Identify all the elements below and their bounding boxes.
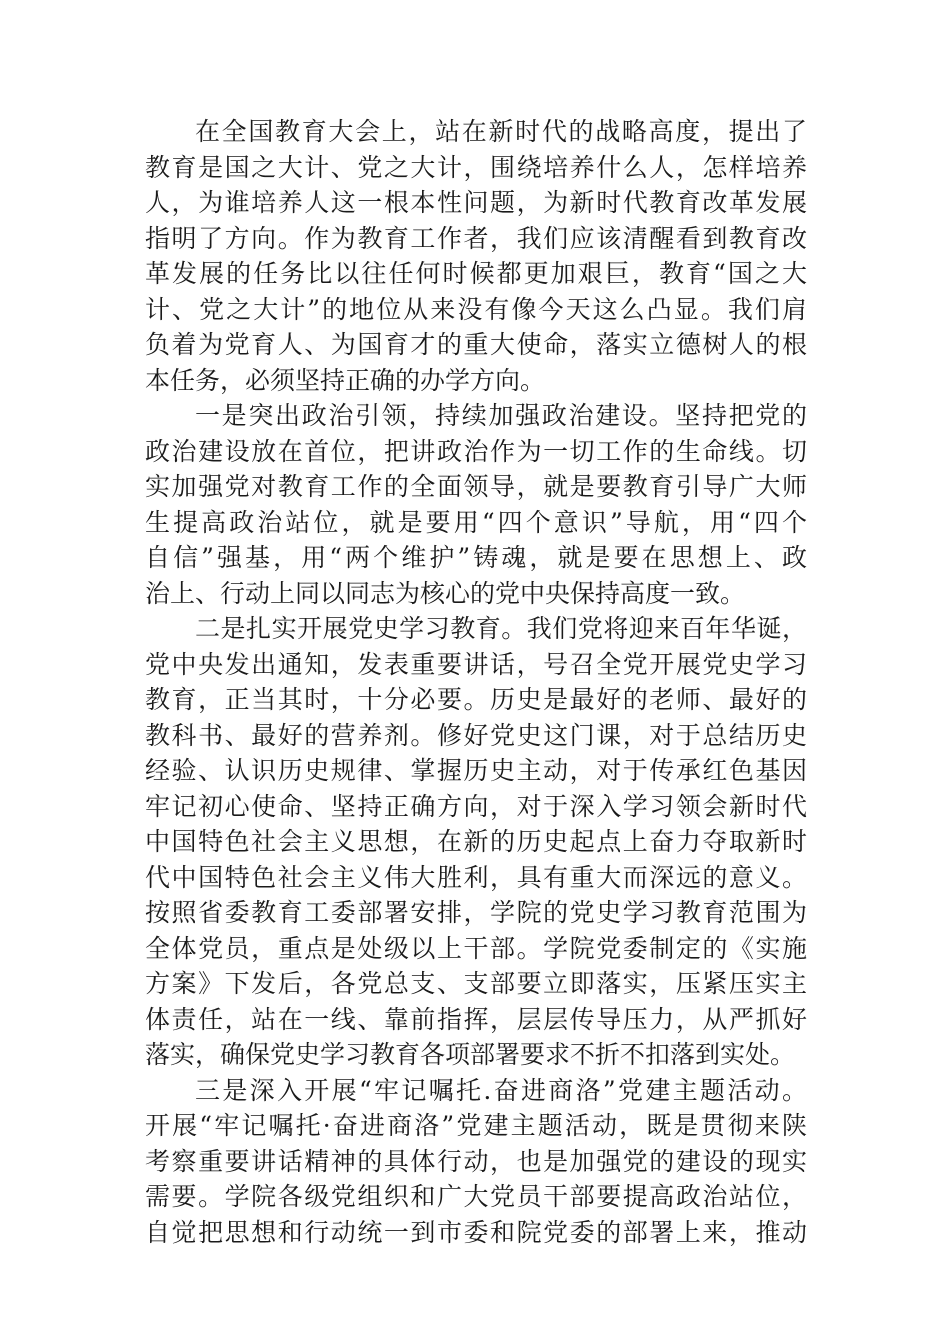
text-line: 考察重要讲话精神的具体行动，也是加强党的建设的现实: [145, 1146, 807, 1176]
text-line: 中国特色社会主义思想，在新的历史起点上奋力夺取新时: [145, 827, 807, 856]
text-line: 教科书、最好的营养剂。修好党史这门课，对于总结历史: [145, 720, 807, 750]
text-line: 按照省委教育工委部署安排，学院的党史学习教育范围为: [145, 898, 807, 927]
text-line: 方案》下发后，各党总支、支部要立即落实，压紧压实主: [145, 969, 807, 998]
text-line: 在全国教育大会上，站在新时代的战略高度，提出了: [195, 117, 807, 146]
text-line: 生提高政治站位，就是要用“四个意识”导航，用“四个: [145, 507, 807, 537]
text-line: 党中央发出通知，发表重要讲话，号召全党开展党史学习: [145, 649, 807, 679]
text-line: 开展“牢记嘱托·奋进商洛”党建主题活动，既是贯彻来陕: [145, 1111, 807, 1140]
text-line: 牢记初心使命、坚持正确方向，对于深入学习领会新时代: [145, 791, 807, 821]
text-line: 全体党员，重点是处级以上干部。学院党委制定的《实施: [145, 933, 807, 963]
text-line: 三是深入开展“牢记嘱托.奋进商洛”党建主题活动。: [195, 1075, 807, 1105]
text-line: 自信”强基，用“两个维护”铸魂，就是要在思想上、政: [145, 543, 807, 572]
text-line: 落实，确保党史学习教育各项部署要求不折不扣落到实处。: [145, 1040, 796, 1069]
text-line: 教育，正当其时，十分必要。历史是最好的老师、最好的: [145, 685, 807, 714]
text-line: 治上、行动上同以同志为核心的党中央保持高度一致。: [145, 578, 746, 608]
text-line: 需要。学院各级党组织和广大党员干部要提高政治站位，: [145, 1182, 807, 1211]
text-line: 代中国特色社会主义伟大胜利，具有重大而深远的意义。: [145, 862, 807, 892]
text-line: 实加强党对教育工作的全面领导，就是要教育引导广大师: [145, 472, 807, 501]
document-body: [145, 114, 807, 1250]
text-line: 本任务，必须坚持正确的办学方向。: [145, 365, 546, 395]
text-line: 政治建设放在首位，把讲政治作为一切工作的生命线。切: [145, 436, 807, 466]
text-line: 教育是国之大计、党之大计，围绕培养什么人，怎样培养: [145, 152, 807, 182]
text-line: 二是扎实开展党史学习教育。我们党将迎来百年华诞，: [195, 614, 807, 643]
text-line: 自觉把思想和行动统一到市委和院党委的部署上来，推动: [145, 1217, 807, 1247]
text-line: 体责任，站在一线、靠前指挥，层层传导压力，从严抓好: [145, 1004, 807, 1034]
text-line: 革发展的任务比以往任何时候都更加艰巨，教育“国之大: [145, 259, 807, 288]
text-line: 指明了方向。作为教育工作者，我们应该清醒看到教育改: [145, 223, 807, 253]
text-line: 负着为党育人、为国育才的重大使命，落实立德树人的根: [145, 330, 807, 359]
text-line: 人，为谁培养人这一根本性问题，为新时代教育改革发展: [145, 188, 807, 217]
text-line: 计、党之大计”的地位从来没有像今天这么凸显。我们肩: [145, 294, 807, 324]
text-line: 一是突出政治引领，持续加强政治建设。坚持把党的: [195, 401, 807, 430]
text-line: 经验、认识历史规律、掌握历史主动，对于传承红色基因: [145, 756, 807, 785]
